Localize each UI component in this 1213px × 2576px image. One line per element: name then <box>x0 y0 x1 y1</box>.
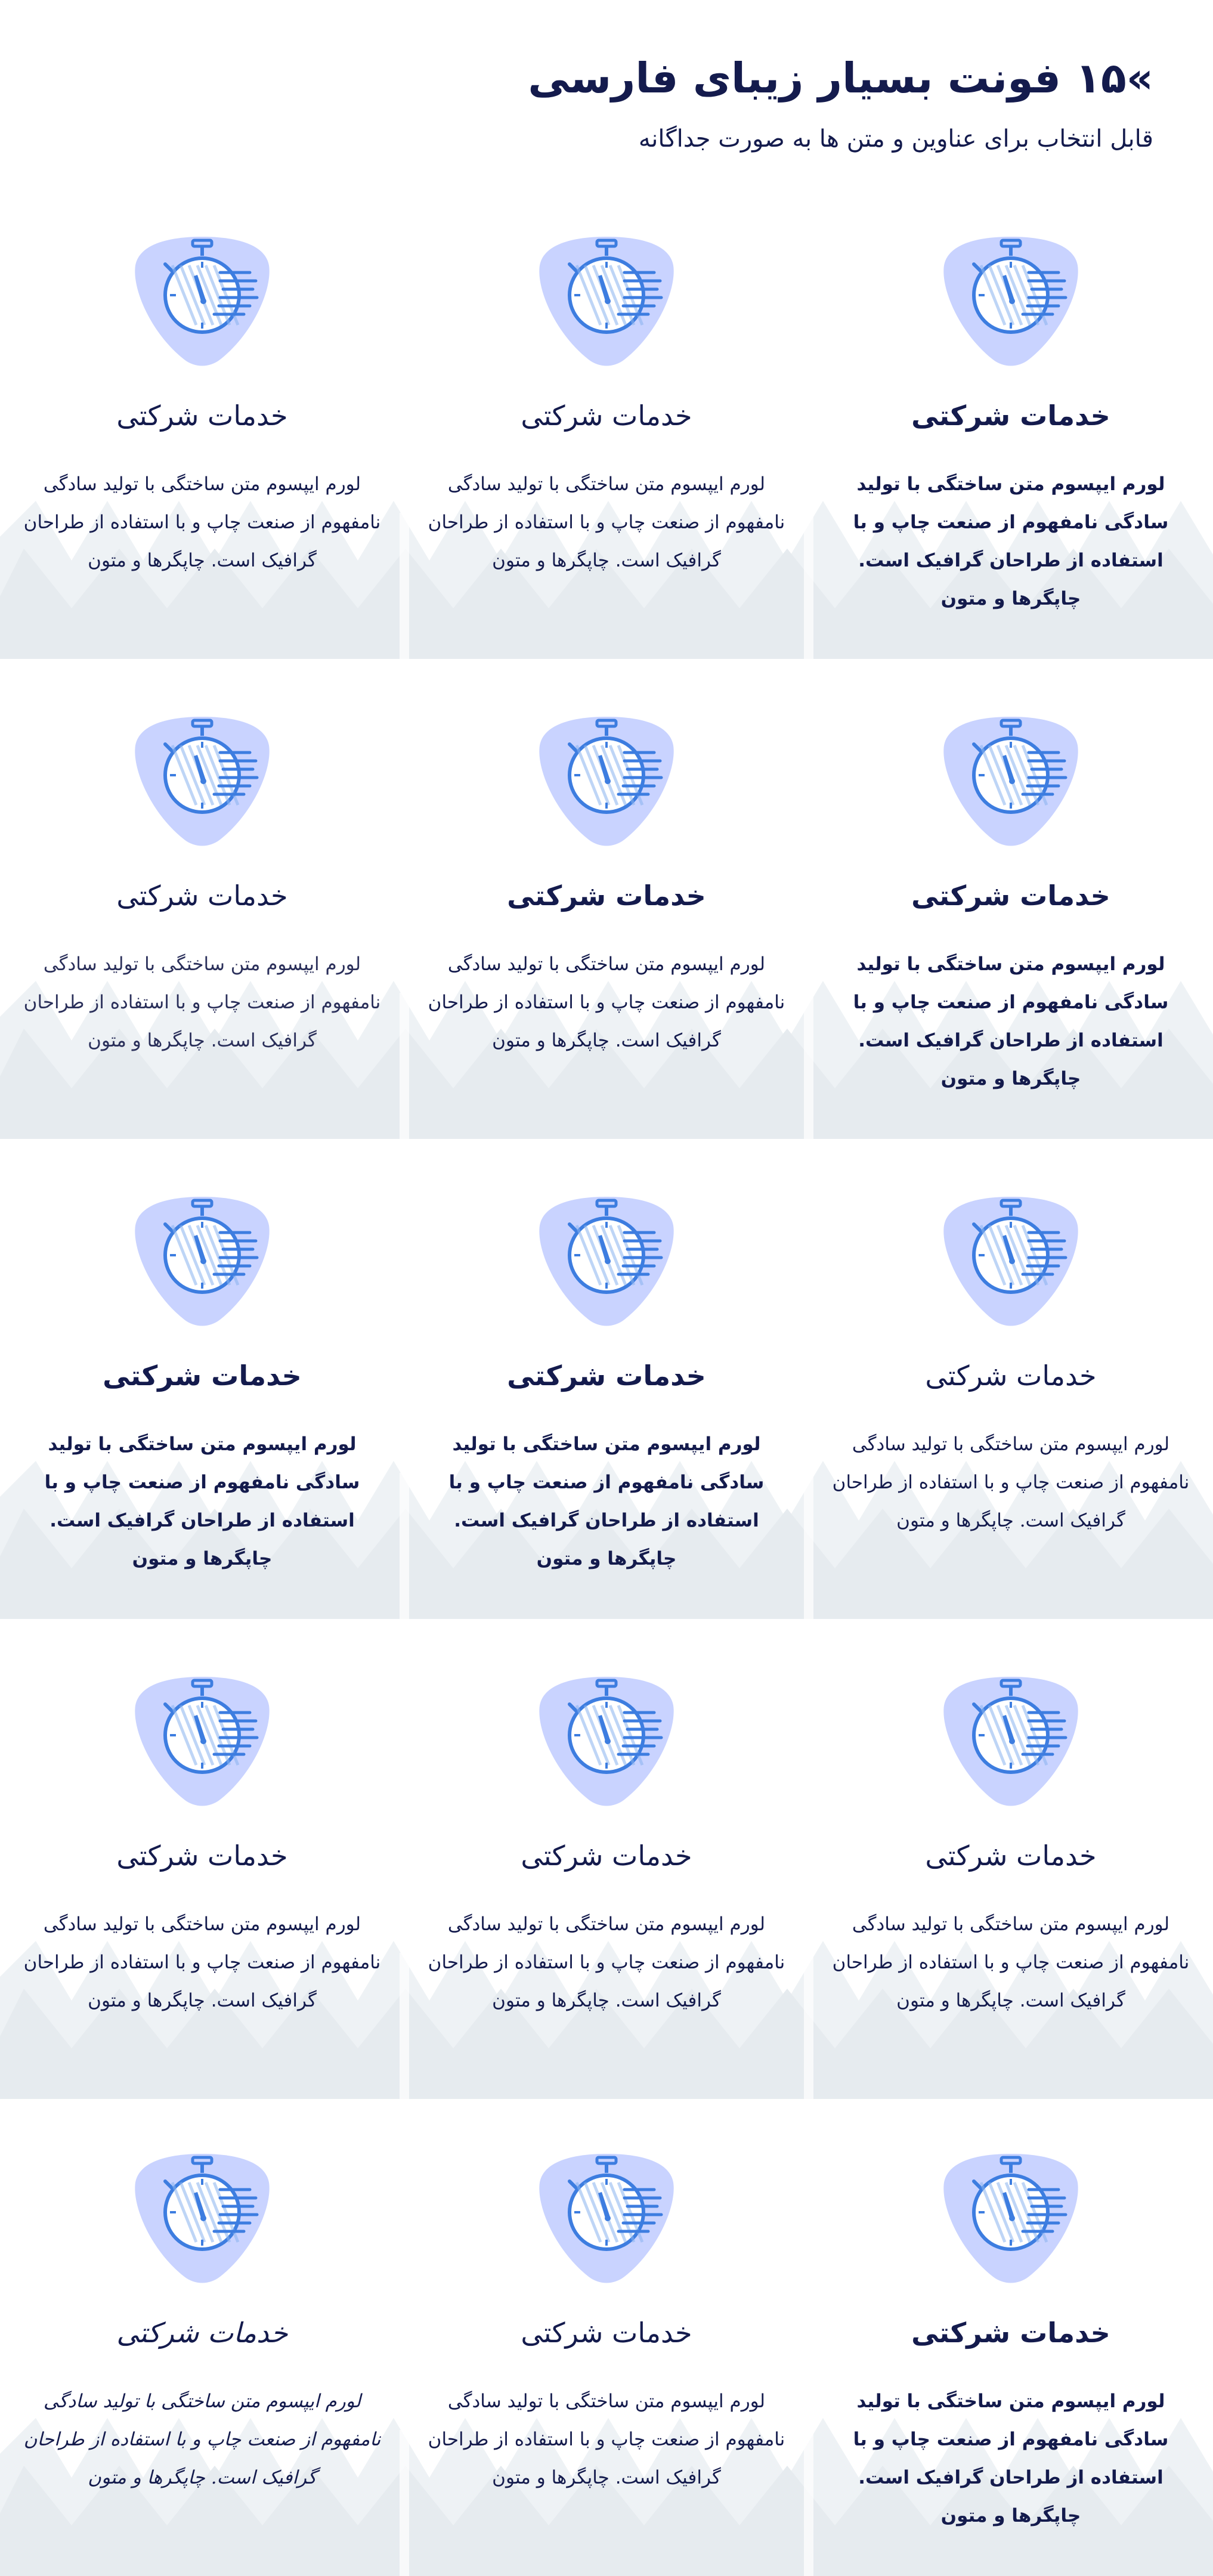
service-card <box>404 179 809 659</box>
page-header <box>0 0 1213 197</box>
service-card-title: خدمات شرکتی <box>911 2317 1110 2349</box>
stopwatch-icon <box>535 2147 678 2290</box>
service-row <box>0 1139 1213 1619</box>
service-card <box>404 2096 809 2576</box>
service-card <box>404 659 809 1139</box>
service-row <box>0 1619 1213 2099</box>
service-card-title: خدمات شرکتی <box>116 400 288 432</box>
service-card-title: خدمات شرکتی <box>521 400 692 432</box>
service-card-title: خدمات شرکتی <box>507 880 706 912</box>
service-card <box>809 659 1213 1139</box>
service-card-description: لورم ایپسوم متن ساختگی با تولید سادگی نامفهوم از صنعت چاپ و با استفاده از طراحان گرافیک است. چاپگرها و متون <box>853 953 1169 1089</box>
stopwatch-icon <box>131 1190 274 1333</box>
stopwatch-icon <box>939 1670 1082 1813</box>
service-card-title: خدمات شرکتی <box>911 880 1110 912</box>
service-card-description: لورم ایپسوم متن ساختگی با تولید سادگی نامفهوم از صنعت چاپ و با استفاده از طراحان گرافیک است. چاپگرها و متون <box>23 1914 381 2011</box>
service-card <box>404 1139 809 1619</box>
service-card-title: خدمات شرکتی <box>911 400 1110 432</box>
service-card-description: لورم ایپسوم متن ساختگی با تولید سادگی نامفهوم از صنعت چاپ و با استفاده از طراحان گرافیک است. چاپگرها و متون <box>832 1433 1190 1531</box>
service-card-description: لورم ایپسوم متن ساختگی با تولید سادگی نامفهوم از صنعت چاپ و با استفاده از طراحان گرافیک است. چاپگرها و متون <box>448 1433 765 1569</box>
stopwatch-icon <box>939 230 1082 373</box>
page-title: »۱۵ فونت بسیار زیبای فارسی <box>528 54 1153 103</box>
service-card-description: لورم ایپسوم متن ساختگی با تولید سادگی نامفهوم از صنعت چاپ و با استفاده از طراحان گرافیک است. چاپگرها و متون <box>428 953 785 1051</box>
service-row <box>0 2096 1213 2576</box>
service-card-title: خدمات شرکتی <box>116 1840 288 1872</box>
service-card <box>809 1139 1213 1619</box>
service-card-description: لورم ایپسوم متن ساختگی با تولید سادگی نامفهوم از صنعت چاپ و با استفاده از طراحان گرافیک است. چاپگرها و متون <box>853 473 1169 609</box>
service-card-description: لورم ایپسوم متن ساختگی با تولید سادگی نامفهوم از صنعت چاپ و با استفاده از طراحان گرافیک است. چاپگرها و متون <box>44 1433 360 1569</box>
service-row <box>0 179 1213 659</box>
stopwatch-icon <box>939 1190 1082 1333</box>
service-card <box>0 1139 404 1619</box>
service-card-description: لورم ایپسوم متن ساختگی با تولید سادگی نامفهوم از صنعت چاپ و با استفاده از طراحان گرافیک است. چاپگرها و متون <box>23 2391 381 2488</box>
stopwatch-icon <box>535 1670 678 1813</box>
service-card-title: خدمات شرکتی <box>521 1840 692 1872</box>
stopwatch-icon <box>939 2147 1082 2290</box>
page-subtitle: قابل انتخاب برای عناوین و متن ها به صورت جداگانه <box>638 125 1153 153</box>
service-card <box>0 2096 404 2576</box>
service-card-title: خدمات شرکتی <box>507 1360 706 1392</box>
stopwatch-icon <box>131 2147 274 2290</box>
service-card-description: لورم ایپسوم متن ساختگی با تولید سادگی نامفهوم از صنعت چاپ و با استفاده از طراحان گرافیک است. چاپگرها و متون <box>428 473 785 571</box>
service-card <box>809 2096 1213 2576</box>
stopwatch-icon <box>535 710 678 853</box>
stopwatch-icon <box>131 1670 274 1813</box>
service-card <box>809 179 1213 659</box>
stopwatch-icon <box>131 710 274 853</box>
stopwatch-icon <box>939 710 1082 853</box>
service-row <box>0 659 1213 1139</box>
service-card-title: خدمات شرکتی <box>103 1360 302 1392</box>
service-card <box>0 179 404 659</box>
service-card-title: خدمات شرکتی <box>116 2317 288 2349</box>
service-card <box>0 659 404 1139</box>
service-card-description: لورم ایپسوم متن ساختگی با تولید سادگی نامفهوم از صنعت چاپ و با استفاده از طراحان گرافیک است. چاپگرها و متون <box>853 2391 1169 2527</box>
service-card-description: لورم ایپسوم متن ساختگی با تولید سادگی نامفهوم از صنعت چاپ و با استفاده از طراحان گرافیک است. چاپگرها و متون <box>23 953 381 1051</box>
stopwatch-icon <box>535 230 678 373</box>
service-card-description: لورم ایپسوم متن ساختگی با تولید سادگی نامفهوم از صنعت چاپ و با استفاده از طراحان گرافیک است. چاپگرها و متون <box>428 2391 785 2488</box>
service-card-description: لورم ایپسوم متن ساختگی با تولید سادگی نامفهوم از صنعت چاپ و با استفاده از طراحان گرافیک است. چاپگرها و متون <box>23 473 381 571</box>
service-card-title: خدمات شرکتی <box>925 1360 1097 1392</box>
service-card <box>0 1619 404 2099</box>
service-card-description: لورم ایپسوم متن ساختگی با تولید سادگی نامفهوم از صنعت چاپ و با استفاده از طراحان گرافیک است. چاپگرها و متون <box>428 1914 785 2011</box>
service-card <box>404 1619 809 2099</box>
service-card-title: خدمات شرکتی <box>925 1840 1097 1872</box>
service-card-title: خدمات شرکتی <box>521 2317 692 2349</box>
stopwatch-icon <box>131 230 274 373</box>
service-card-title: خدمات شرکتی <box>116 880 288 912</box>
service-card <box>809 1619 1213 2099</box>
stopwatch-icon <box>535 1190 678 1333</box>
service-card-description: لورم ایپسوم متن ساختگی با تولید سادگی نامفهوم از صنعت چاپ و با استفاده از طراحان گرافیک است. چاپگرها و متون <box>832 1914 1190 2011</box>
